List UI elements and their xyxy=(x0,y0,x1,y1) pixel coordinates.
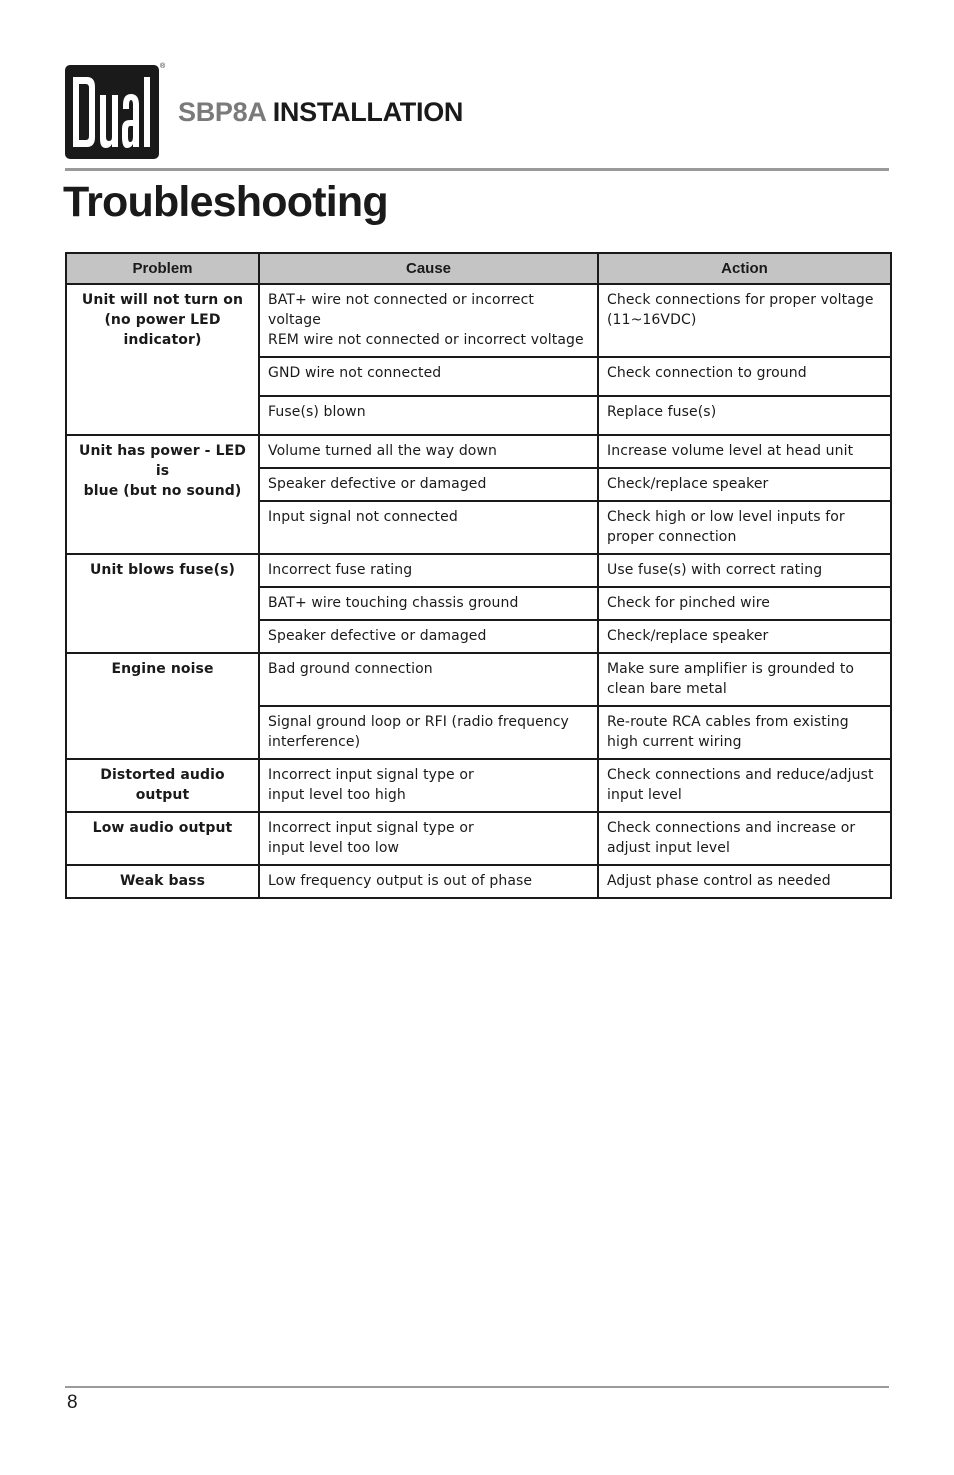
cause-cell: Incorrect input signal type or input level too low xyxy=(259,812,598,865)
cause-cell: Signal ground loop or RFI (radio frequency interference) xyxy=(259,706,598,759)
heading-word: INSTALLATION xyxy=(272,97,464,127)
cause-cell: Incorrect input signal type or input level too high xyxy=(259,759,598,812)
table-header-row xyxy=(66,253,891,284)
header-divider xyxy=(65,168,889,171)
table-row xyxy=(66,653,891,706)
cause-cell: Fuse(s) blown xyxy=(259,396,598,435)
action-cell: Check/replace speaker xyxy=(598,468,891,501)
action-cell: Re-route RCA cables from existing high current wiring xyxy=(598,706,891,759)
action-cell: Adjust phase control as needed xyxy=(598,865,891,898)
action-cell: Make sure amplifier is grounded to clean bare metal xyxy=(598,653,891,706)
action-cell: Check connections for proper voltage (11~16VDC) xyxy=(598,284,891,357)
section-heading xyxy=(178,97,463,128)
action-cell: Check connection to ground xyxy=(598,357,891,396)
model-name: SBP8A xyxy=(178,97,266,127)
action-cell: Check connections and increase or adjust input level xyxy=(598,812,891,865)
cause-cell: Low frequency output is out of phase xyxy=(259,865,598,898)
table-row xyxy=(66,284,891,357)
cause-cell: Input signal not connected xyxy=(259,501,598,554)
dual-logo-wordmark xyxy=(65,65,159,159)
action-cell: Check/replace speaker xyxy=(598,620,891,653)
problem-cell: Engine noise xyxy=(66,653,259,759)
cause-cell: BAT+ wire not connected or incorrect voltage REM wire not connected or incorrect voltage xyxy=(259,284,598,357)
action-cell: Increase volume level at head unit xyxy=(598,435,891,468)
problem-cell: Low audio output xyxy=(66,812,259,865)
cause-cell: Incorrect fuse rating xyxy=(259,554,598,587)
cause-cell: Volume turned all the way down xyxy=(259,435,598,468)
table-row xyxy=(66,812,891,865)
problem-cell: Unit blows fuse(s) xyxy=(66,554,259,653)
troubleshooting-table xyxy=(65,252,892,899)
problem-cell: Weak bass xyxy=(66,865,259,898)
table-row xyxy=(66,759,891,812)
problem-cell: Unit will not turn on (no power LED indicator) xyxy=(66,284,259,435)
column-header-cause: Cause xyxy=(259,253,598,284)
footer-divider xyxy=(65,1386,889,1388)
cause-cell: Speaker defective or damaged xyxy=(259,620,598,653)
cause-cell: BAT+ wire touching chassis ground xyxy=(259,587,598,620)
cause-cell: Speaker defective or damaged xyxy=(259,468,598,501)
problem-cell: Distorted audio output xyxy=(66,759,259,812)
dual-logo xyxy=(65,65,159,159)
page-number: 8 xyxy=(67,1392,78,1413)
table-row xyxy=(66,865,891,898)
column-header-problem: Problem xyxy=(66,253,259,284)
cause-cell: Bad ground connection xyxy=(259,653,598,706)
table-row xyxy=(66,435,891,468)
action-cell: Use fuse(s) with correct rating xyxy=(598,554,891,587)
action-cell: Check for pinched wire xyxy=(598,587,891,620)
action-cell: Check connections and reduce/adjust input level xyxy=(598,759,891,812)
action-cell: Check high or low level inputs for proper connection xyxy=(598,501,891,554)
column-header-action: Action xyxy=(598,253,891,284)
problem-cell: Unit has power - LED is blue (but no sound) xyxy=(66,435,259,554)
table-row xyxy=(66,554,891,587)
page-title: Troubleshooting xyxy=(63,178,388,226)
cause-cell: GND wire not connected xyxy=(259,357,598,396)
registered-mark: ® xyxy=(160,63,166,70)
action-cell: Replace fuse(s) xyxy=(598,396,891,435)
